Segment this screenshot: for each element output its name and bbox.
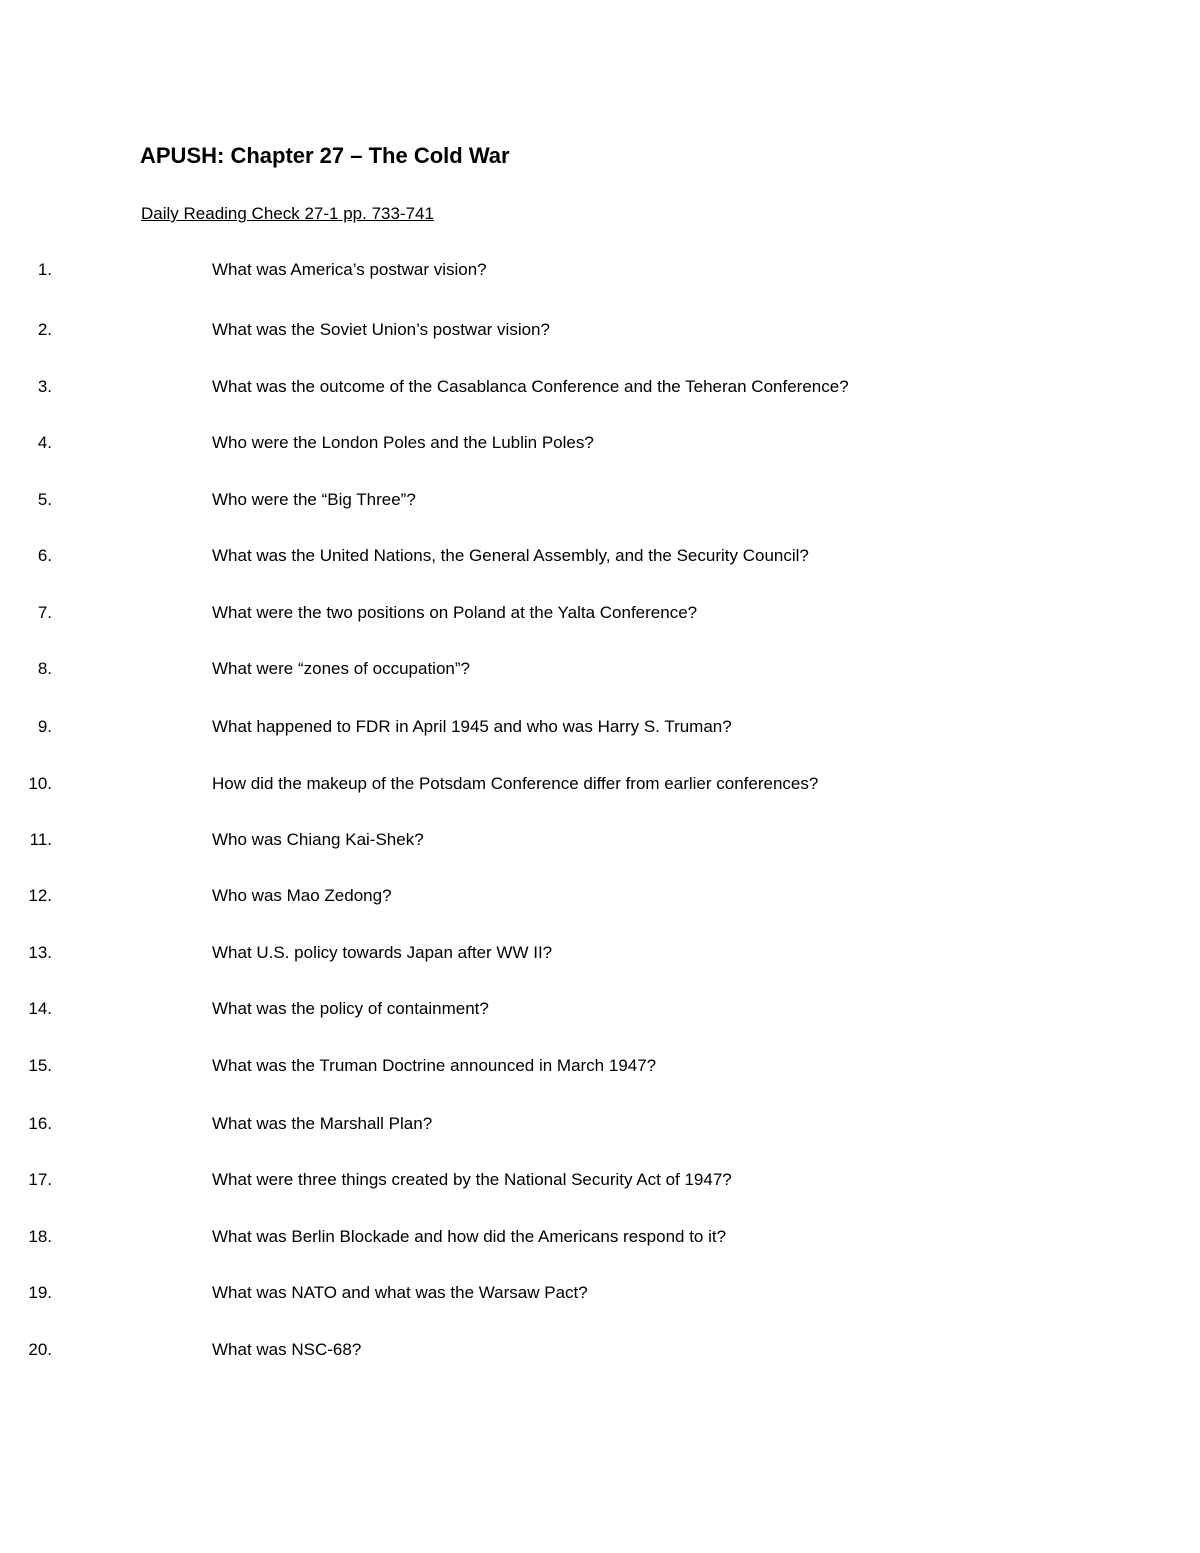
question-number: 5. bbox=[37, 490, 52, 509]
question-text: What was NSC-68? bbox=[212, 1340, 362, 1359]
question-item bbox=[0, 828, 1060, 852]
question-text: What was the Marshall Plan? bbox=[212, 1114, 433, 1133]
question-item bbox=[0, 715, 1060, 739]
question-text: What was the United Nations, the General Assembly, and the Security Council? bbox=[212, 546, 809, 565]
question-number: 18. bbox=[28, 1227, 52, 1246]
question-item bbox=[0, 884, 1060, 908]
question-item bbox=[0, 431, 1060, 455]
question-item bbox=[0, 375, 1060, 399]
question-number: 20. bbox=[28, 1340, 52, 1359]
question-text: What was the Truman Doctrine announced in March 1947? bbox=[212, 1056, 657, 1075]
question-item bbox=[0, 941, 1060, 965]
question-number: 4. bbox=[37, 433, 52, 452]
question-text: Who was Chiang Kai-Shek? bbox=[212, 830, 424, 849]
question-text: Who were the London Poles and the Lublin Poles? bbox=[212, 433, 594, 452]
question-number: 7. bbox=[37, 603, 52, 622]
question-item bbox=[0, 997, 1060, 1021]
question-item bbox=[0, 544, 1060, 568]
question-item bbox=[0, 1168, 1060, 1192]
question-text: What was NATO and what was the Warsaw Pact? bbox=[212, 1283, 588, 1302]
question-number: 19. bbox=[28, 1283, 52, 1302]
question-text: What was Berlin Blockade and how did the Americans respond to it? bbox=[212, 1227, 727, 1246]
question-item bbox=[0, 318, 1060, 342]
question-number: 2. bbox=[37, 320, 52, 339]
question-item bbox=[0, 1281, 1060, 1305]
question-item bbox=[0, 1054, 1060, 1078]
reading-check-subtitle: Daily Reading Check 27-1 pp. 733-741 bbox=[141, 204, 434, 223]
question-number: 17. bbox=[28, 1170, 52, 1189]
question-text: What was the outcome of the Casablanca Conference and the Teheran Conference? bbox=[212, 377, 849, 396]
question-number: 14. bbox=[28, 999, 52, 1018]
question-number: 16. bbox=[28, 1114, 52, 1133]
question-number: 10. bbox=[28, 774, 52, 793]
question-text: What happened to FDR in April 1945 and who was Harry S. Truman? bbox=[212, 717, 732, 736]
question-item bbox=[0, 258, 1060, 282]
question-text: What were the two positions on Poland at the Yalta Conference? bbox=[212, 603, 698, 622]
question-text: What was the policy of containment? bbox=[212, 999, 489, 1018]
question-number: 11. bbox=[29, 830, 52, 849]
question-item bbox=[0, 772, 1060, 796]
question-text: Who were the “Big Three”? bbox=[212, 490, 416, 509]
question-number: 12. bbox=[28, 886, 52, 905]
question-text: What U.S. policy towards Japan after WW II? bbox=[212, 943, 553, 962]
question-text: How did the makeup of the Potsdam Conference differ from earlier conferences? bbox=[212, 774, 819, 793]
question-text: What were three things created by the National Security Act of 1947? bbox=[212, 1170, 732, 1189]
question-item bbox=[0, 657, 1060, 681]
question-number: 1. bbox=[37, 260, 52, 279]
question-text: Who was Mao Zedong? bbox=[212, 886, 392, 905]
question-number: 13. bbox=[28, 943, 52, 962]
question-number: 8. bbox=[37, 659, 52, 678]
question-item bbox=[0, 488, 1060, 512]
question-item bbox=[0, 1112, 1060, 1136]
question-item bbox=[0, 601, 1060, 625]
question-number: 15. bbox=[28, 1056, 52, 1075]
question-text: What was America’s postwar vision? bbox=[212, 260, 487, 279]
question-text: What were “zones of occupation”? bbox=[212, 659, 470, 678]
question-item bbox=[0, 1225, 1060, 1249]
document-title: APUSH: Chapter 27 – The Cold War bbox=[140, 143, 510, 168]
question-item bbox=[0, 1338, 1060, 1362]
question-number: 6. bbox=[37, 546, 52, 565]
question-number: 9. bbox=[37, 717, 52, 736]
question-number: 3. bbox=[37, 377, 52, 396]
question-text: What was the Soviet Union’s postwar vision? bbox=[212, 320, 550, 339]
